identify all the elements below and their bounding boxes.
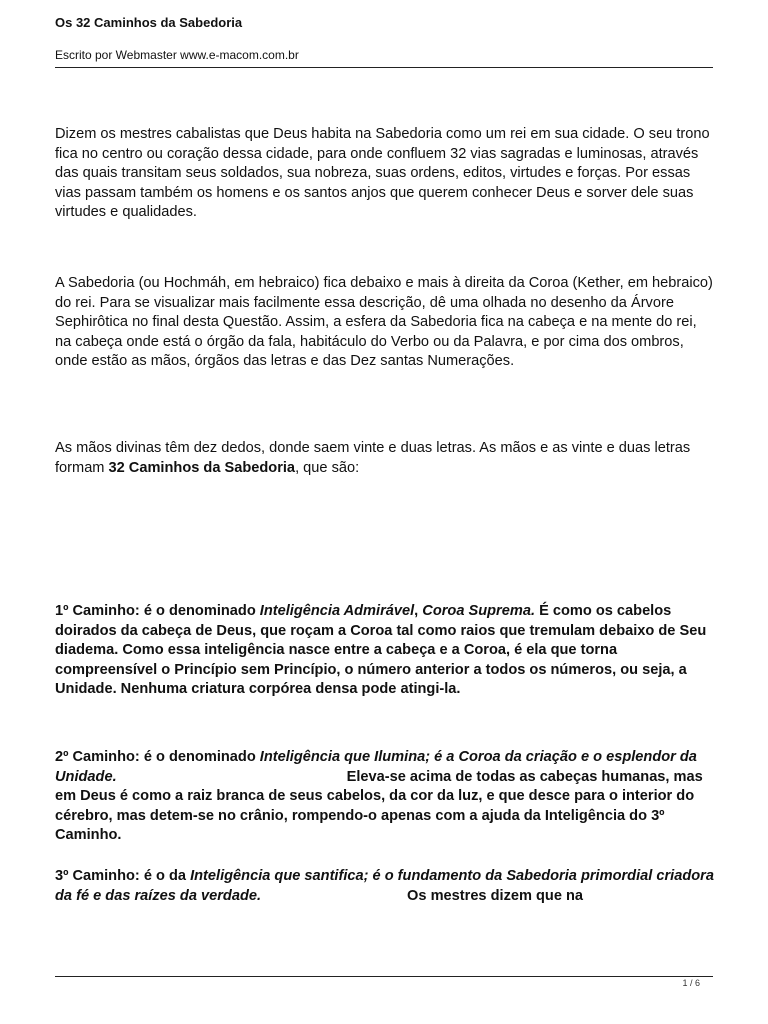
caminho-2-text: Eleva-se acima de todas as cabeças humanas, mas em Deus é como a raiz branca de seus cabelos, da cor da luz, e que desce para o interior do cérebro, mas detem-se no crânio, rompendo-o apenas com a ajuda da Inteligência do 3º Caminho.	[55, 768, 703, 843]
paragraph-maos-text: As mãos divinas têm dez dedos, donde saem vinte e duas letras. As mãos e as vinte e duas letras formam	[55, 440, 691, 476]
caminho-1-name-2: Coroa Suprema.	[422, 603, 536, 619]
caminho-3-intro: 3º Caminho: é o da	[55, 868, 191, 884]
footer-divider	[55, 976, 713, 977]
caminho-2-name: Inteligência que Ilumina; é a Coroa da criação e o esplendor da Unidade.	[55, 749, 697, 785]
caminho-1-name: Inteligência Admirável	[259, 603, 415, 619]
caminho-1-intro: 1º Caminho: é o denominado	[55, 603, 260, 619]
paragraph-maos	[55, 439, 715, 478]
header-divider	[55, 67, 713, 68]
caminho-1-text: É como os cabelos doirados da cabeça de Deus, que roçam a Coroa tal como raios que tremulam debaixo de Seu diadema. Como essa inteligência nasce entre a cabeça e a Coroa, é ela que torna compreensível o Princípio sem Princípio, o número anterior a todos os números, ou seja, a Unidade. Nenhuma criatura corpórea densa pode atingi-la.	[55, 603, 707, 697]
caminho-3-text: Os mestres dizem que na	[407, 887, 584, 904]
paragraph-intro: Dizem os mestres cabalistas que Deus habita na Sabedoria como um rei em sua cidade. O seu trono fica no centro ou coração dessa cidade, para onde confluem 32 vias sagradas e luminosas, através das quais transitam seus soldados, sua nobreza, suas ordens, editos, virtudes e forças. Por essas vias passam também os homens e os santos anjos que querem conhecer Deus e sorver dele suas virtudes e qualidades.	[55, 126, 710, 220]
caminho-3	[55, 867, 715, 906]
caminho-1	[55, 602, 715, 700]
caminho-2	[55, 748, 715, 846]
paragraph-sabedoria: A Sabedoria (ou Hochmáh, em hebraico) fica debaixo e mais à direita da Coroa (Kether, em hebraico) do rei. Para se visualizar mais facilmente essa descrição, dê uma olhada no desenho da Árvore Sephirôtica no final desta Questão. Assim, a esfera da Sabedoria fica na cabeça e na mente do rei, na cabeça onde está o órgão da fala, habitáculo do Verbo ou da Palavra, e por cima dos ombros, onde estão as mãos, órgãos das letras e das Dez santas Numerações.	[55, 275, 713, 369]
page-number: 1 / 6	[682, 978, 700, 988]
caminho-2-intro: 2º Caminho: é o denominado	[55, 749, 260, 765]
caminho-1-separator: ,	[414, 603, 423, 619]
paragraph-maos-end: , que são:	[295, 459, 360, 476]
caminho-3-name: Inteligência que santifica; é o fundamento da Sabedoria primordial criadora da fé e das raízes da verdade.	[55, 868, 714, 904]
paragraph-maos-bold: 32 Caminhos da Sabedoria	[108, 459, 296, 476]
author-line: Escrito por Webmaster www.e-macom.com.br	[55, 48, 299, 62]
document-title: Os 32 Caminhos da Sabedoria	[55, 15, 243, 30]
